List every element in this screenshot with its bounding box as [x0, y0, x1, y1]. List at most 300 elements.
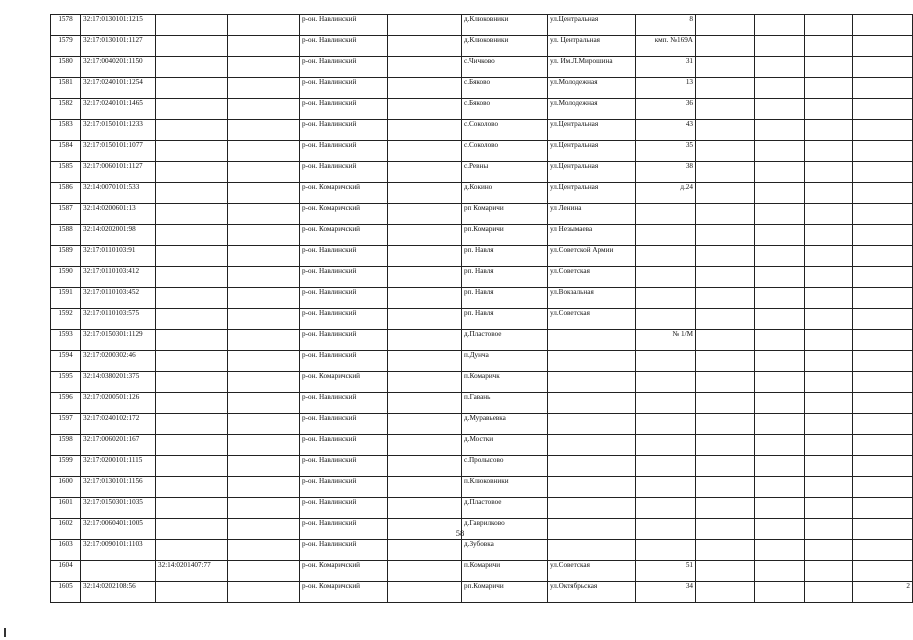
cell-blank [228, 183, 300, 204]
table-row [51, 225, 913, 246]
cell-street: ул.Молодежная [548, 78, 636, 99]
cell-settlement: с.Соколово [462, 141, 548, 162]
cell-street: ул. Им.Л.Мирошина [548, 57, 636, 78]
cell-settlement: рп. Навля [462, 288, 548, 309]
cell-house-number: 35 [636, 141, 696, 162]
cell-extra-1 [696, 582, 755, 603]
table-row [51, 582, 913, 603]
cell-district: р-он. Навлинский [300, 351, 388, 372]
cell-street: ул.Советской Армии [548, 246, 636, 267]
cell-extra-1 [696, 330, 755, 351]
cell-extra-1 [696, 540, 755, 561]
cell-blank [228, 225, 300, 246]
cell-street: ул.Центральная [548, 120, 636, 141]
cell-district: р-он. Навлинский [300, 393, 388, 414]
cell-extra-1 [696, 225, 755, 246]
cell-cadastral-number-alt [156, 99, 228, 120]
cell-row-number: 1602 [51, 519, 81, 540]
cell-extra-3 [805, 540, 853, 561]
cell-house-number [636, 519, 696, 540]
cell-blank-2 [388, 57, 462, 78]
table-row [51, 561, 913, 582]
cell-house-number [636, 414, 696, 435]
table-row [51, 183, 913, 204]
cell-blank-2 [388, 372, 462, 393]
table-row [51, 162, 913, 183]
cell-row-number: 1580 [51, 57, 81, 78]
cell-cadastral-number-alt [156, 477, 228, 498]
cell-cadastral-number-alt [156, 183, 228, 204]
cell-street [548, 351, 636, 372]
cell-row-number: 1604 [51, 561, 81, 582]
cell-district: р-он. Комаричский [300, 561, 388, 582]
cell-blank [228, 99, 300, 120]
cell-extra-3 [805, 15, 853, 36]
cell-house-number [636, 435, 696, 456]
cell-row-number: 1605 [51, 582, 81, 603]
cell-extra-3 [805, 204, 853, 225]
cell-extra-1 [696, 477, 755, 498]
cell-settlement: рп. Навля [462, 267, 548, 288]
cell-house-number: 51 [636, 561, 696, 582]
cell-extra-3 [805, 288, 853, 309]
cell-cadastral-number-alt [156, 141, 228, 162]
cell-extra-1 [696, 519, 755, 540]
cell-cadastral-number: 32:17:0060201:167 [81, 435, 156, 456]
cell-house-number [636, 498, 696, 519]
cell-row-number: 1584 [51, 141, 81, 162]
table-row [51, 372, 913, 393]
cell-settlement: д.Зубовка [462, 540, 548, 561]
cell-street: ул.Октябрьская [548, 582, 636, 603]
table-row [51, 477, 913, 498]
cell-row-number: 1593 [51, 330, 81, 351]
cell-street: ул.Советская [548, 267, 636, 288]
cell-blank [228, 330, 300, 351]
table-row [51, 99, 913, 120]
cell-blank-2 [388, 540, 462, 561]
cell-cadastral-number: 32:17:0110103:91 [81, 246, 156, 267]
cell-row-number: 1589 [51, 246, 81, 267]
cell-extra-4 [853, 477, 913, 498]
cell-settlement: с.Ревны [462, 162, 548, 183]
cell-district: р-он. Навлинский [300, 414, 388, 435]
cell-cadastral-number-alt [156, 582, 228, 603]
cell-blank-2 [388, 36, 462, 57]
cell-cadastral-number-alt [156, 351, 228, 372]
cell-blank-2 [388, 162, 462, 183]
cell-house-number [636, 267, 696, 288]
cell-extra-2 [755, 141, 805, 162]
cell-settlement: рп.Комаричи [462, 582, 548, 603]
cell-house-number: № 1/М [636, 330, 696, 351]
cell-house-number: 8 [636, 15, 696, 36]
cell-blank [228, 393, 300, 414]
cell-extra-3 [805, 57, 853, 78]
cell-row-number: 1599 [51, 456, 81, 477]
cell-district: р-он. Комаричский [300, 372, 388, 393]
table-row [51, 540, 913, 561]
cell-extra-4 [853, 309, 913, 330]
cell-district: р-он. Навлинский [300, 99, 388, 120]
cell-street: ул.Центральная [548, 162, 636, 183]
cell-cadastral-number: 32:14:0070101:533 [81, 183, 156, 204]
cell-settlement: п.Гавань [462, 393, 548, 414]
table-row [51, 393, 913, 414]
cell-extra-1 [696, 309, 755, 330]
cell-district: р-он. Навлинский [300, 267, 388, 288]
cell-house-number [636, 246, 696, 267]
cell-settlement: д.Клюковники [462, 36, 548, 57]
cell-blank-2 [388, 183, 462, 204]
cell-extra-4 [853, 267, 913, 288]
cell-street [548, 372, 636, 393]
cell-settlement: рп. Навля [462, 246, 548, 267]
cell-cadastral-number-alt [156, 309, 228, 330]
cell-row-number: 1594 [51, 351, 81, 372]
cell-blank-2 [388, 456, 462, 477]
cell-extra-4 [853, 456, 913, 477]
cell-settlement: рп. Навля [462, 309, 548, 330]
cell-extra-4 [853, 162, 913, 183]
cell-row-number: 1601 [51, 498, 81, 519]
cell-district: р-он. Навлинский [300, 498, 388, 519]
cell-settlement: п.Клюковники [462, 477, 548, 498]
table-row [51, 57, 913, 78]
cell-cadastral-number: 32:17:0150101:1077 [81, 141, 156, 162]
cell-extra-3 [805, 78, 853, 99]
cell-blank-2 [388, 246, 462, 267]
cell-blank-2 [388, 141, 462, 162]
cell-cadastral-number: 32:14:0380201:375 [81, 372, 156, 393]
cell-blank-2 [388, 561, 462, 582]
cell-extra-2 [755, 477, 805, 498]
cell-extra-4 [853, 540, 913, 561]
cell-cadastral-number: 32:17:0090101:1103 [81, 540, 156, 561]
cell-cadastral-number-alt [156, 15, 228, 36]
cell-cadastral-number: 32:17:0110103:575 [81, 309, 156, 330]
cell-settlement: с.Соколово [462, 120, 548, 141]
cell-district: р-он. Комаричский [300, 204, 388, 225]
cell-extra-2 [755, 246, 805, 267]
cell-cadastral-number [81, 561, 156, 582]
cell-street [548, 456, 636, 477]
table-row [51, 414, 913, 435]
cell-settlement: рп Комаричи [462, 204, 548, 225]
cell-house-number [636, 351, 696, 372]
cell-blank [228, 267, 300, 288]
registry-table-body [51, 15, 913, 603]
cell-cadastral-number: 32:17:0200501:126 [81, 393, 156, 414]
cell-extra-4 [853, 57, 913, 78]
cell-extra-4 [853, 204, 913, 225]
cell-blank [228, 519, 300, 540]
cell-extra-4 [853, 330, 913, 351]
cell-cadastral-number-alt [156, 393, 228, 414]
cell-blank-2 [388, 498, 462, 519]
cell-row-number: 1587 [51, 204, 81, 225]
cell-extra-3 [805, 309, 853, 330]
cell-district: р-он. Навлинский [300, 246, 388, 267]
cell-district: р-он. Навлинский [300, 162, 388, 183]
cell-extra-4 [853, 99, 913, 120]
cell-extra-2 [755, 372, 805, 393]
cell-cadastral-number-alt [156, 498, 228, 519]
cell-house-number [636, 393, 696, 414]
cell-extra-2 [755, 36, 805, 57]
cell-street: ул Незымаева [548, 225, 636, 246]
cell-cadastral-number-alt [156, 372, 228, 393]
cell-extra-2 [755, 183, 805, 204]
cell-row-number: 1591 [51, 288, 81, 309]
cell-cadastral-number-alt [156, 435, 228, 456]
cell-extra-3 [805, 162, 853, 183]
cell-blank-2 [388, 414, 462, 435]
table-row [51, 141, 913, 162]
cell-house-number [636, 204, 696, 225]
cell-street [548, 519, 636, 540]
cell-extra-1 [696, 351, 755, 372]
cell-cadastral-number-alt [156, 456, 228, 477]
cell-cadastral-number: 32:17:0240102:172 [81, 414, 156, 435]
cell-extra-1 [696, 246, 755, 267]
cell-extra-1 [696, 498, 755, 519]
cell-row-number: 1598 [51, 435, 81, 456]
cell-district: р-он. Навлинский [300, 288, 388, 309]
cell-extra-3 [805, 393, 853, 414]
cell-street: ул.Советская [548, 309, 636, 330]
cell-district: р-он. Комаричский [300, 225, 388, 246]
cell-extra-2 [755, 204, 805, 225]
cell-row-number: 1600 [51, 477, 81, 498]
cell-cadastral-number: 32:14:0200601:13 [81, 204, 156, 225]
cell-extra-3 [805, 561, 853, 582]
cell-district: р-он. Навлинский [300, 456, 388, 477]
table-row [51, 246, 913, 267]
cell-blank [228, 141, 300, 162]
cell-house-number [636, 309, 696, 330]
cell-extra-1 [696, 561, 755, 582]
cell-cadastral-number: 32:17:0060401:1005 [81, 519, 156, 540]
cell-extra-2 [755, 498, 805, 519]
cell-extra-2 [755, 582, 805, 603]
cell-street [548, 435, 636, 456]
cell-blank-2 [388, 78, 462, 99]
cell-extra-4 [853, 78, 913, 99]
cell-street: ул.Центральная [548, 183, 636, 204]
cell-extra-4 [853, 246, 913, 267]
cell-district: р-он. Навлинский [300, 519, 388, 540]
cell-settlement: с.Бяково [462, 99, 548, 120]
cell-house-number: д.24 [636, 183, 696, 204]
cell-extra-1 [696, 456, 755, 477]
cell-blank-2 [388, 267, 462, 288]
cell-extra-3 [805, 225, 853, 246]
cell-extra-4 [853, 561, 913, 582]
cell-settlement: д.Пластовое [462, 498, 548, 519]
table-row [51, 351, 913, 372]
cell-cadastral-number: 32:17:0200302:46 [81, 351, 156, 372]
cell-street: ул.Молодежная [548, 99, 636, 120]
cell-cadastral-number: 32:17:0200101:1115 [81, 456, 156, 477]
cell-house-number [636, 372, 696, 393]
cell-house-number: 43 [636, 120, 696, 141]
cell-extra-2 [755, 351, 805, 372]
cell-house-number [636, 288, 696, 309]
cell-extra-4 [853, 120, 913, 141]
cell-extra-4 [853, 288, 913, 309]
cell-cadastral-number: 32:17:0240101:1465 [81, 99, 156, 120]
cell-extra-1 [696, 414, 755, 435]
cell-house-number [636, 225, 696, 246]
cell-extra-3 [805, 246, 853, 267]
cell-extra-2 [755, 330, 805, 351]
cell-settlement: рп.Комаричи [462, 225, 548, 246]
cell-row-number: 1592 [51, 309, 81, 330]
cell-row-number: 1579 [51, 36, 81, 57]
cell-extra-3 [805, 267, 853, 288]
cell-extra-1 [696, 99, 755, 120]
cell-blank-2 [388, 330, 462, 351]
cell-house-number: 36 [636, 99, 696, 120]
cell-cadastral-number: 32:17:0110103:412 [81, 267, 156, 288]
cell-extra-4 [853, 435, 913, 456]
cell-cadastral-number: 32:17:0150301:1129 [81, 330, 156, 351]
cell-cadastral-number-alt [156, 414, 228, 435]
cell-district: р-он. Навлинский [300, 57, 388, 78]
cell-house-number: 13 [636, 78, 696, 99]
cell-settlement: с.Бяково [462, 78, 548, 99]
cell-extra-4 [853, 36, 913, 57]
cell-extra-3 [805, 351, 853, 372]
cell-blank [228, 435, 300, 456]
cell-house-number [636, 477, 696, 498]
cell-extra-2 [755, 435, 805, 456]
cell-extra-2 [755, 120, 805, 141]
cell-settlement: д.Муравьевка [462, 414, 548, 435]
cell-cadastral-number-alt [156, 120, 228, 141]
table-row [51, 204, 913, 225]
cell-extra-2 [755, 540, 805, 561]
cell-district: р-он. Навлинский [300, 330, 388, 351]
cell-row-number: 1595 [51, 372, 81, 393]
cell-blank [228, 57, 300, 78]
cell-district: р-он. Навлинский [300, 36, 388, 57]
table-row [51, 309, 913, 330]
cell-blank-2 [388, 393, 462, 414]
cell-cadastral-number: 32:14:0202108:56 [81, 582, 156, 603]
scan-edge-mark [4, 628, 6, 637]
cell-cadastral-number-alt [156, 540, 228, 561]
cell-house-number: кмп. №169А [636, 36, 696, 57]
cell-extra-2 [755, 267, 805, 288]
cell-extra-4 [853, 372, 913, 393]
cell-cadastral-number-alt [156, 246, 228, 267]
cell-blank-2 [388, 351, 462, 372]
cell-settlement: д.Гаврилково [462, 519, 548, 540]
cell-settlement: п.Дунча [462, 351, 548, 372]
table-row [51, 36, 913, 57]
cell-settlement: д.Кокино [462, 183, 548, 204]
cell-blank [228, 372, 300, 393]
cell-blank [228, 477, 300, 498]
cell-cadastral-number: 32:17:0130101:1156 [81, 477, 156, 498]
table-row [51, 288, 913, 309]
cell-street [548, 414, 636, 435]
cell-cadastral-number: 32:17:0150301:1035 [81, 498, 156, 519]
cell-district: р-он. Комаричский [300, 183, 388, 204]
cell-cadastral-number: 32:14:0202001:98 [81, 225, 156, 246]
cell-extra-1 [696, 435, 755, 456]
cell-extra-2 [755, 162, 805, 183]
cell-house-number: 38 [636, 162, 696, 183]
cell-blank [228, 246, 300, 267]
cell-blank [228, 288, 300, 309]
cell-blank-2 [388, 309, 462, 330]
cell-blank-2 [388, 204, 462, 225]
cell-cadastral-number: 32:17:0240101:1254 [81, 78, 156, 99]
cell-street [548, 330, 636, 351]
cell-cadastral-number-alt [156, 78, 228, 99]
cell-house-number: 34 [636, 582, 696, 603]
cell-extra-2 [755, 519, 805, 540]
cell-cadastral-number-alt [156, 288, 228, 309]
cell-cadastral-number: 32:17:0060101:1127 [81, 162, 156, 183]
table-row [51, 456, 913, 477]
cell-cadastral-number: 32:17:0130101:1215 [81, 15, 156, 36]
cell-district: р-он. Навлинский [300, 540, 388, 561]
cell-extra-2 [755, 456, 805, 477]
table-row [51, 78, 913, 99]
cell-settlement: д.Пластовое [462, 330, 548, 351]
cell-blank [228, 78, 300, 99]
cell-cadastral-number-alt [156, 225, 228, 246]
cell-district: р-он. Комаричский [300, 582, 388, 603]
cell-row-number: 1578 [51, 15, 81, 36]
property-registry-table [50, 14, 913, 603]
cell-blank-2 [388, 288, 462, 309]
cell-extra-1 [696, 120, 755, 141]
cell-settlement: с.Чичково [462, 57, 548, 78]
cell-extra-1 [696, 267, 755, 288]
cell-extra-4 [853, 519, 913, 540]
cell-blank [228, 36, 300, 57]
table-row [51, 15, 913, 36]
cell-street: ул.Советская [548, 561, 636, 582]
table-row [51, 435, 913, 456]
cell-extra-2 [755, 78, 805, 99]
cell-blank-2 [388, 99, 462, 120]
cell-district: р-он. Навлинский [300, 141, 388, 162]
cell-blank [228, 561, 300, 582]
cell-cadastral-number-alt [156, 519, 228, 540]
cell-extra-4 [853, 414, 913, 435]
cell-cadastral-number-alt [156, 267, 228, 288]
cell-row-number: 1581 [51, 78, 81, 99]
cell-extra-3 [805, 330, 853, 351]
cell-cadastral-number: 32:17:0110103:452 [81, 288, 156, 309]
cell-cadastral-number-alt: 32:14:0201407:77 [156, 561, 228, 582]
cell-extra-1 [696, 15, 755, 36]
cell-row-number: 1590 [51, 267, 81, 288]
cell-district: р-он. Навлинский [300, 309, 388, 330]
cell-street: ул.Центральная [548, 141, 636, 162]
cell-cadastral-number-alt [156, 57, 228, 78]
cell-extra-2 [755, 288, 805, 309]
cell-district: р-он. Навлинский [300, 477, 388, 498]
cell-house-number [636, 540, 696, 561]
cell-extra-4 [853, 141, 913, 162]
